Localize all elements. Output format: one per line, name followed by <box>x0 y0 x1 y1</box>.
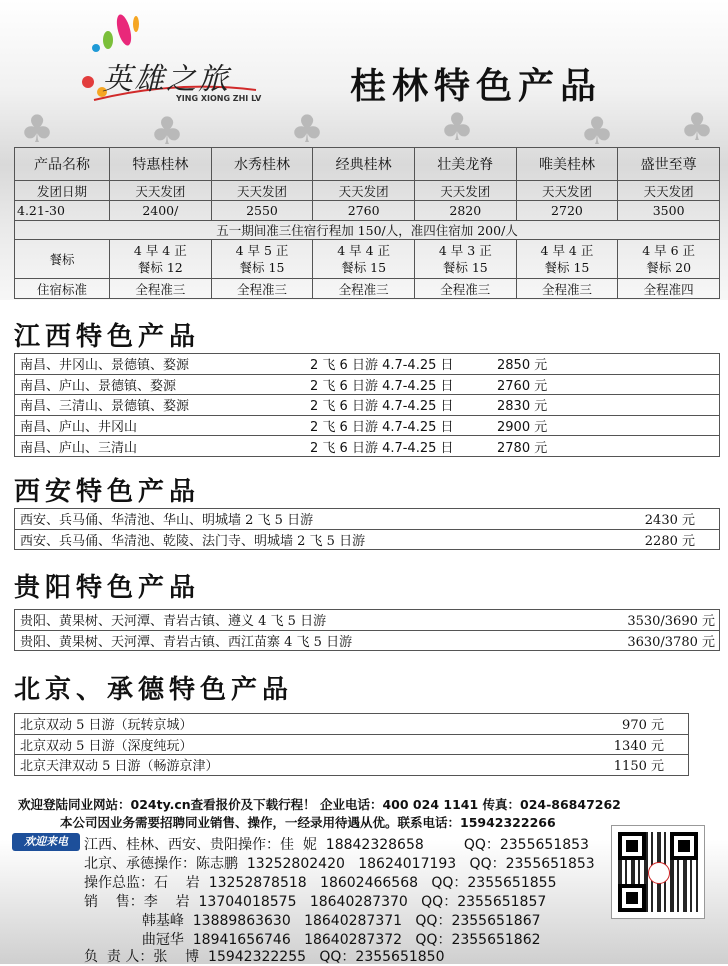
section-title-guiyang: 贵阳特色产品 <box>14 573 201 603</box>
section-title-xian: 西安特色产品 <box>14 477 201 507</box>
qr-finder <box>670 832 698 860</box>
table-row <box>15 279 720 299</box>
contact-line: 曲冠华 18941656746 18640287372 QQ：2355651862 <box>84 932 541 948</box>
trip-detail: 2 飞 6 日游 4.7-4.25 日 <box>310 358 454 374</box>
table-row <box>15 529 720 550</box>
price-cell: 1340 元 <box>499 734 688 755</box>
contact-line: 销 售：李 岩 13704018575 18640287370 QQ：2355651857 <box>84 894 547 910</box>
departure-cell: 天天发团 <box>414 181 516 201</box>
trip-detail: 2 飞 6 日游 4.7-4.25 日 <box>310 420 454 436</box>
route-text: 南昌、三清山、景德镇、婺源 <box>20 399 190 415</box>
table-row <box>15 415 720 436</box>
price-cell: 2400/ <box>110 201 212 221</box>
route-cell <box>15 354 720 375</box>
row-label: 住宿标准 <box>15 279 110 299</box>
product-name: 特惠桂林 <box>110 148 212 181</box>
page-title: 桂林特色产品 <box>350 66 603 107</box>
route-cell: 北京双动 5 日游（深度纯玩） <box>15 734 500 755</box>
section-title-jiangxi: 江西特色产品 <box>14 322 201 352</box>
price-cell: 2720 <box>516 201 618 221</box>
table-row <box>15 181 720 201</box>
row-label: 餐标 <box>15 240 110 279</box>
price-cell: 1150 元 <box>499 755 688 776</box>
guiyang-product-table <box>14 609 720 651</box>
price-cell: 3530/3690 元 <box>562 610 720 631</box>
product-name: 水秀桂林 <box>211 148 313 181</box>
table-row <box>15 148 720 181</box>
section-title-beijing: 北京、承德特色产品 <box>14 675 294 705</box>
contact-line: 北京、承德操作：陈志鹏 13252802420 18624017193 QQ：2355651853 <box>84 856 595 872</box>
qr-logo-icon <box>648 862 670 884</box>
hotel-cell: 全程准三 <box>313 279 415 299</box>
price-cell: 3500 <box>618 201 720 221</box>
price-cell: 2550 <box>211 201 313 221</box>
departure-cell: 天天发团 <box>110 181 212 201</box>
price-text: 2900 元 <box>497 420 548 436</box>
meal-cell <box>516 240 618 279</box>
table-row <box>15 630 720 651</box>
hotel-cell: 全程准三 <box>110 279 212 299</box>
footer-website-line: 欢迎登陆同业网站：024ty.cn查看报价及下载行程！ 企业电话：400 024 1141 传真：024-86847262 <box>18 797 621 812</box>
product-name: 经典桂林 <box>313 148 415 181</box>
trip-detail: 2 飞 6 日游 4.7-4.25 日 <box>310 399 454 415</box>
route-cell <box>15 415 720 436</box>
contact-line: 操作总监：石 岩 13252878518 18602466568 QQ：2355651855 <box>84 875 557 891</box>
route-cell: 贵阳、黄果树、天河潭、青岩古镇、西江苗寨 4 飞 5 日游 <box>15 630 562 651</box>
logo-subtitle: YING XIONG ZHI LV <box>176 94 262 103</box>
palm-tree-icon: ♣ <box>680 105 715 149</box>
palm-tree-icon: ♣ <box>440 105 475 149</box>
departure-cell: 天天发团 <box>211 181 313 201</box>
holiday-note: 五一期间准三住宿行程加 150/人，准四住宿加 200/人 <box>15 221 720 240</box>
welcome-badge: 欢迎来电 <box>12 833 80 851</box>
price-cell: 2820 <box>414 201 516 221</box>
trip-detail: 2 飞 6 日游 4.7-4.25 日 <box>310 440 454 456</box>
price-cell: 2430 元 <box>589 509 720 530</box>
hotel-cell: 全程准三 <box>414 279 516 299</box>
product-name: 唯美桂林 <box>516 148 618 181</box>
table-row <box>15 610 720 631</box>
route-cell <box>15 374 720 395</box>
meal-line: 4 早 3 正 <box>438 243 492 258</box>
meal-line: 4 早 5 正 <box>235 243 289 258</box>
route-text: 南昌、井冈山、景德镇、婺源 <box>20 358 190 374</box>
product-name: 盛世至尊 <box>618 148 720 181</box>
footer-recruit-line: 本公司因业务需要招聘同业销售、操作，一经录用待遇从优。联系电话：15942322266 <box>60 815 556 830</box>
departure-cell: 天天发团 <box>618 181 720 201</box>
guilin-product-table <box>14 147 720 299</box>
meal-standard: 餐标 20 <box>646 260 692 275</box>
meal-standard: 餐标 15 <box>239 260 285 275</box>
palm-tree-icon: ♣ <box>150 109 185 153</box>
route-cell: 西安、兵马俑、华清池、华山、明城墙 2 飞 5 日游 <box>15 509 589 530</box>
table-row <box>15 201 720 221</box>
meal-cell <box>414 240 516 279</box>
meal-line: 4 早 4 正 <box>133 243 187 258</box>
trip-detail: 2 飞 6 日游 4.7-4.25 日 <box>310 378 454 394</box>
meal-standard: 餐标 15 <box>341 260 387 275</box>
xian-product-table <box>14 508 720 550</box>
route-cell <box>15 436 720 457</box>
table-row <box>15 374 720 395</box>
hotel-cell: 全程准三 <box>516 279 618 299</box>
hotel-cell: 全程准三 <box>211 279 313 299</box>
route-cell: 西安、兵马俑、华清池、乾陵、法门寺、明城墙 2 飞 5 日游 <box>15 529 589 550</box>
table-row <box>15 436 720 457</box>
meal-line: 4 早 4 正 <box>540 243 594 258</box>
brand-logo <box>66 10 266 110</box>
route-text: 南昌、庐山、景德镇、婺源 <box>20 378 177 394</box>
price-text: 2760 元 <box>497 378 548 394</box>
meal-standard: 餐标 12 <box>137 260 183 275</box>
table-row <box>15 714 689 735</box>
meal-standard: 餐标 15 <box>442 260 488 275</box>
route-cell: 北京天津双动 5 日游（畅游京津） <box>15 755 500 776</box>
product-name: 壮美龙脊 <box>414 148 516 181</box>
qr-code-icon <box>612 826 704 918</box>
meal-standard: 餐标 15 <box>544 260 590 275</box>
contact-line: 负 责 人：张 博 15942322255 QQ：2355651850 <box>84 949 445 965</box>
jiangxi-product-table <box>14 353 720 457</box>
meal-cell <box>313 240 415 279</box>
qr-finder <box>618 884 646 912</box>
meal-cell <box>618 240 720 279</box>
price-text: 2850 元 <box>497 358 548 374</box>
departure-cell: 天天发团 <box>313 181 415 201</box>
price-text: 2780 元 <box>497 440 548 456</box>
route-cell: 贵阳、黄果树、天河潭、青岩古镇、遵义 4 飞 5 日游 <box>15 610 562 631</box>
route-cell: 北京双动 5 日游（玩转京城） <box>15 714 500 735</box>
price-cell: 3630/3780 元 <box>562 630 720 651</box>
table-row <box>15 755 689 776</box>
table-row <box>15 240 720 279</box>
logo-wordmark: 英雄之旅 <box>102 62 230 97</box>
route-text: 南昌、庐山、井冈山 <box>20 420 138 436</box>
table-row <box>15 354 720 375</box>
meal-line: 4 早 4 正 <box>337 243 391 258</box>
meal-cell <box>211 240 313 279</box>
row-label: 产品名称 <box>15 148 110 181</box>
palm-tree-icon: ♣ <box>580 109 615 153</box>
contact-line: 江西、桂林、西安、贵阳操作：佳 妮 18842328658 QQ：2355651853 <box>84 837 589 853</box>
period-cell: 4.21-30 <box>15 201 110 221</box>
beijing-product-table <box>14 713 689 776</box>
price-cell: 2280 元 <box>589 529 720 550</box>
route-cell <box>15 395 720 416</box>
departure-cell: 天天发团 <box>516 181 618 201</box>
contact-line: 韩基峰 13889863630 18640287371 QQ：2355651867 <box>84 913 541 929</box>
price-text: 2830 元 <box>497 399 548 415</box>
meal-line: 4 早 6 正 <box>642 243 696 258</box>
palm-tree-icon: ♣ <box>20 107 55 151</box>
price-cell: 970 元 <box>499 714 688 735</box>
meal-cell <box>110 240 212 279</box>
table-row <box>15 221 720 240</box>
palm-tree-icon: ♣ <box>290 107 325 151</box>
table-row <box>15 734 689 755</box>
table-row <box>15 395 720 416</box>
qr-finder <box>618 832 646 860</box>
price-cell: 2760 <box>313 201 415 221</box>
row-label: 发团日期 <box>15 181 110 201</box>
route-text: 南昌、庐山、三清山 <box>20 440 138 456</box>
hotel-cell: 全程准四 <box>618 279 720 299</box>
table-row <box>15 509 720 530</box>
